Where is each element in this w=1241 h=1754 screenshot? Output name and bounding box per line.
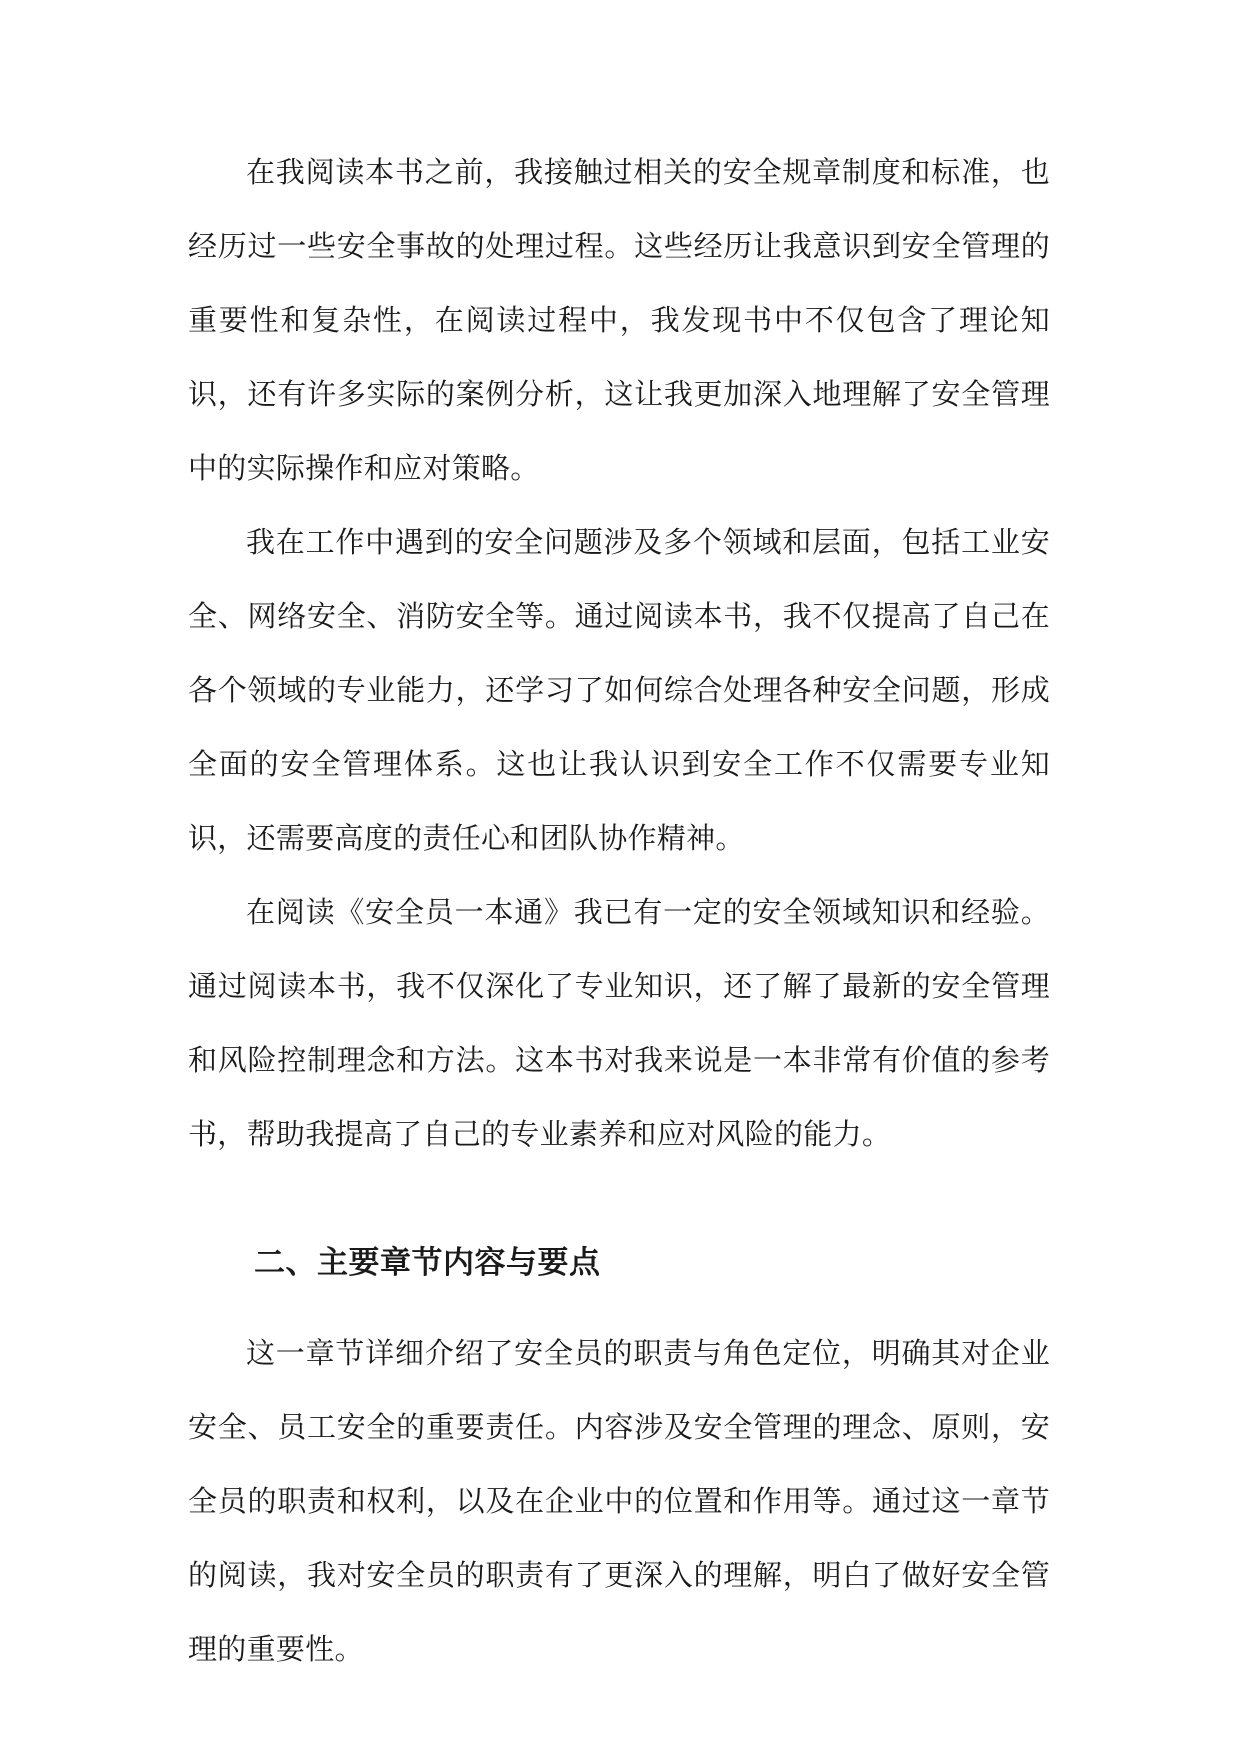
paragraph-work-safety-issues: 我在工作中遇到的安全问题涉及多个领域和层面，包括工业安全、网络安全、消防安全等。通过阅读本书，我不仅提高了自己在各个领域的专业能力，还学习了如何综合处理各种安全问题，形成全面的安全管理体系。这也让我认识到安全工作不仅需要专业知识，还需要高度的责任心和团队协作精神。 [188,525,1050,855]
paragraph-chapter-summary: 这一章节详细介绍了安全员的职责与角色定位，明确其对企业安全、员工安全的重要责任。内容涉及安全管理的理念、原则，安全员的职责和权利，以及在企业中的位置和作用等。通过这一章节的阅读，我对安全员的职责有了更深入的理解，明白了做好安全管理的重要性。 [188,1336,1050,1666]
body-text-before-heading [188,135,1050,1171]
paragraph-book-value: 在阅读《安全员一本通》我已有一定的安全领域知识和经验。通过阅读本书，我不仅深化了专业知识，还了解了最新的安全管理和风险控制理念和方法。这本书对我来说是一本非常有价值的参考书，帮助我提高了自己的专业素养和应对风险的能力。 [188,895,1050,1151]
paragraph-prior-experience: 在我阅读本书之前，我接触过相关的安全规章制度和标准，也经历过一些安全事故的处理过程。这些经历让我意识到安全管理的重要性和复杂性，在阅读过程中，我发现书中不仅包含了理论知识，还有许多实际的案例分析，这让我更加深入地理解了安全管理中的实际操作和应对策略。 [188,155,1050,485]
section-heading: 二、主要章节内容与要点 [254,1245,601,1281]
body-text-after-heading [188,1316,1050,1686]
